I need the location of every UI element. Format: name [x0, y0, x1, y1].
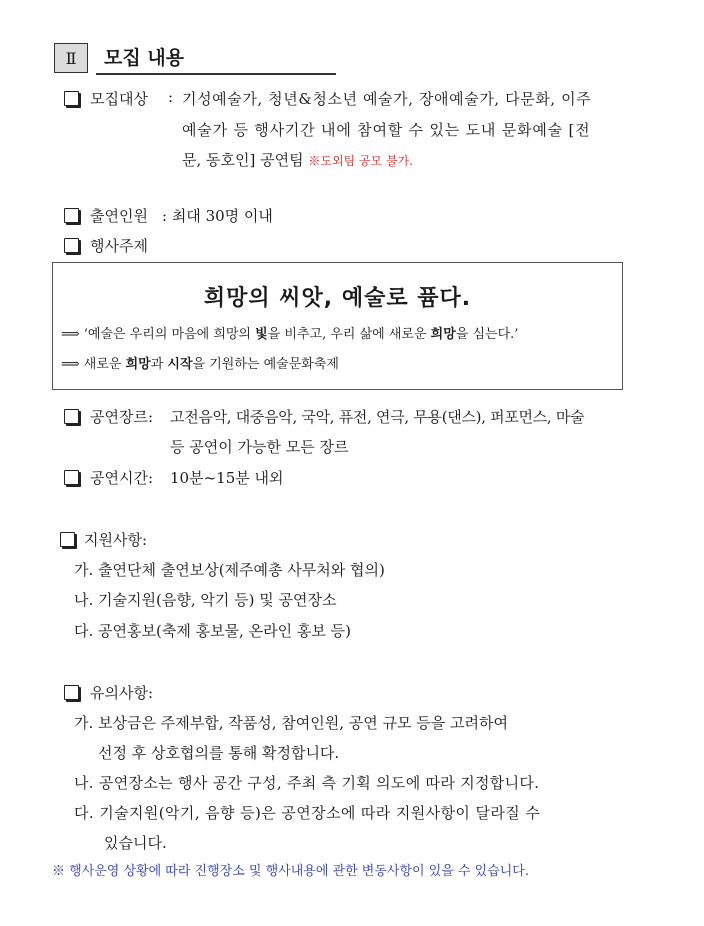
section-number: Ⅱ [65, 48, 77, 68]
section-number-box [54, 43, 88, 73]
theme-line-1-bold-2: 희망 [430, 327, 456, 342]
theme-line-2-post: 을 기원하는 예술문화축제 [192, 357, 339, 372]
recruit-line-3-text: 문, 동호인] 공연팀 [182, 151, 304, 169]
support-item-2: 나. 기술지원(음향, 악기 등) 및 공연장소 [74, 591, 337, 609]
theme-line-1-pre: ⟹ ‘예술은 우리의 마음에 희망의 [61, 327, 256, 342]
checkbox-icon [64, 470, 79, 485]
theme-line-2-bold-2: 시작 [167, 357, 193, 372]
support-label: 지원사항: [84, 531, 148, 549]
recruit-label: 모집대상 [90, 90, 148, 108]
theme-line-2-pre: ⟹ 새로운 [61, 357, 126, 372]
caution-item-1b: 선정 후 상호협의를 통해 확정합니다. [98, 744, 340, 762]
genre-line-2: 등 공연이 가능한 모든 장르 [170, 438, 349, 456]
checkbox-icon [64, 238, 79, 253]
performers-label: 출연인원 [90, 207, 148, 225]
genre-line-1: 고전음악, 대중음악, 국악, 퓨전, 연극, 무용(댄스), 퍼포먼스, 마술 [170, 408, 585, 426]
checkbox-icon [64, 685, 79, 700]
theme-box [52, 262, 623, 390]
recruit-line-2: 예술가 등 행사기간 내에 참여할 수 있는 도내 문화예술 [전 [182, 121, 591, 139]
theme-line-2-mid: 과 [150, 357, 168, 372]
checkbox-icon [64, 91, 79, 106]
checkbox-icon [64, 208, 79, 223]
theme-line-2-bold-1: 희망 [125, 357, 151, 372]
support-item-1: 가. 출연단체 출연보상(제주예총 사무처와 협의) [74, 561, 385, 579]
theme-line-1-bold-1: 빛 [255, 327, 268, 342]
section-title: 모집 내용 [104, 47, 185, 69]
theme-label: 행사주제 [90, 237, 148, 255]
caution-item-1a: 가. 보상금은 주제부합, 작품성, 참여인원, 공연 규모 등을 고려하여 [74, 714, 508, 732]
caution-label: 유의사항: [90, 684, 154, 702]
duration-text: 10분~15분 내외 [170, 469, 284, 487]
theme-line-1-mid: 을 비추고, 우리 삶에 새로운 [267, 327, 431, 342]
caution-item-2: 나. 공연장소는 행사 공간 구성, 주최 측 기획 의도에 따라 지정합니다. [74, 774, 540, 792]
recruit-separator: : [168, 88, 174, 106]
recruit-line-1: 기성예술가, 청년&청소년 예술가, 장애예술가, 다문화, 이주 [182, 90, 592, 108]
recruit-line-3 [182, 149, 413, 170]
caution-item-3b: 있습니다. [104, 834, 167, 852]
genre-label: 공연장르: [90, 408, 154, 426]
support-item-3: 다. 공연홍보(축제 홍보물, 온라인 홍보 등) [74, 622, 351, 640]
footer-note: ※ 행사운영 상황에 따라 진행장소 및 행사내용에 관한 변동사항이 있을 수 있습니다. [52, 864, 530, 879]
theme-line-2 [61, 353, 339, 372]
title-underline [96, 73, 336, 75]
theme-line-1-post: 을 심는다.’ [455, 327, 519, 342]
caution-item-3a: 다. 기술지원(악기, 음향 등)은 공연장소에 따라 지원사항이 달라질 수 [74, 804, 541, 822]
checkbox-icon [60, 532, 75, 547]
duration-label: 공연시간: [90, 469, 154, 487]
performers-text: : 최대 30명 이내 [162, 207, 273, 225]
checkbox-icon [64, 409, 79, 424]
theme-title: 희망의 씨앗, 예술로 퓸다. [203, 286, 472, 311]
theme-line-1 [61, 323, 518, 342]
recruit-note: ※도외팀 공모 불가. [308, 154, 413, 168]
